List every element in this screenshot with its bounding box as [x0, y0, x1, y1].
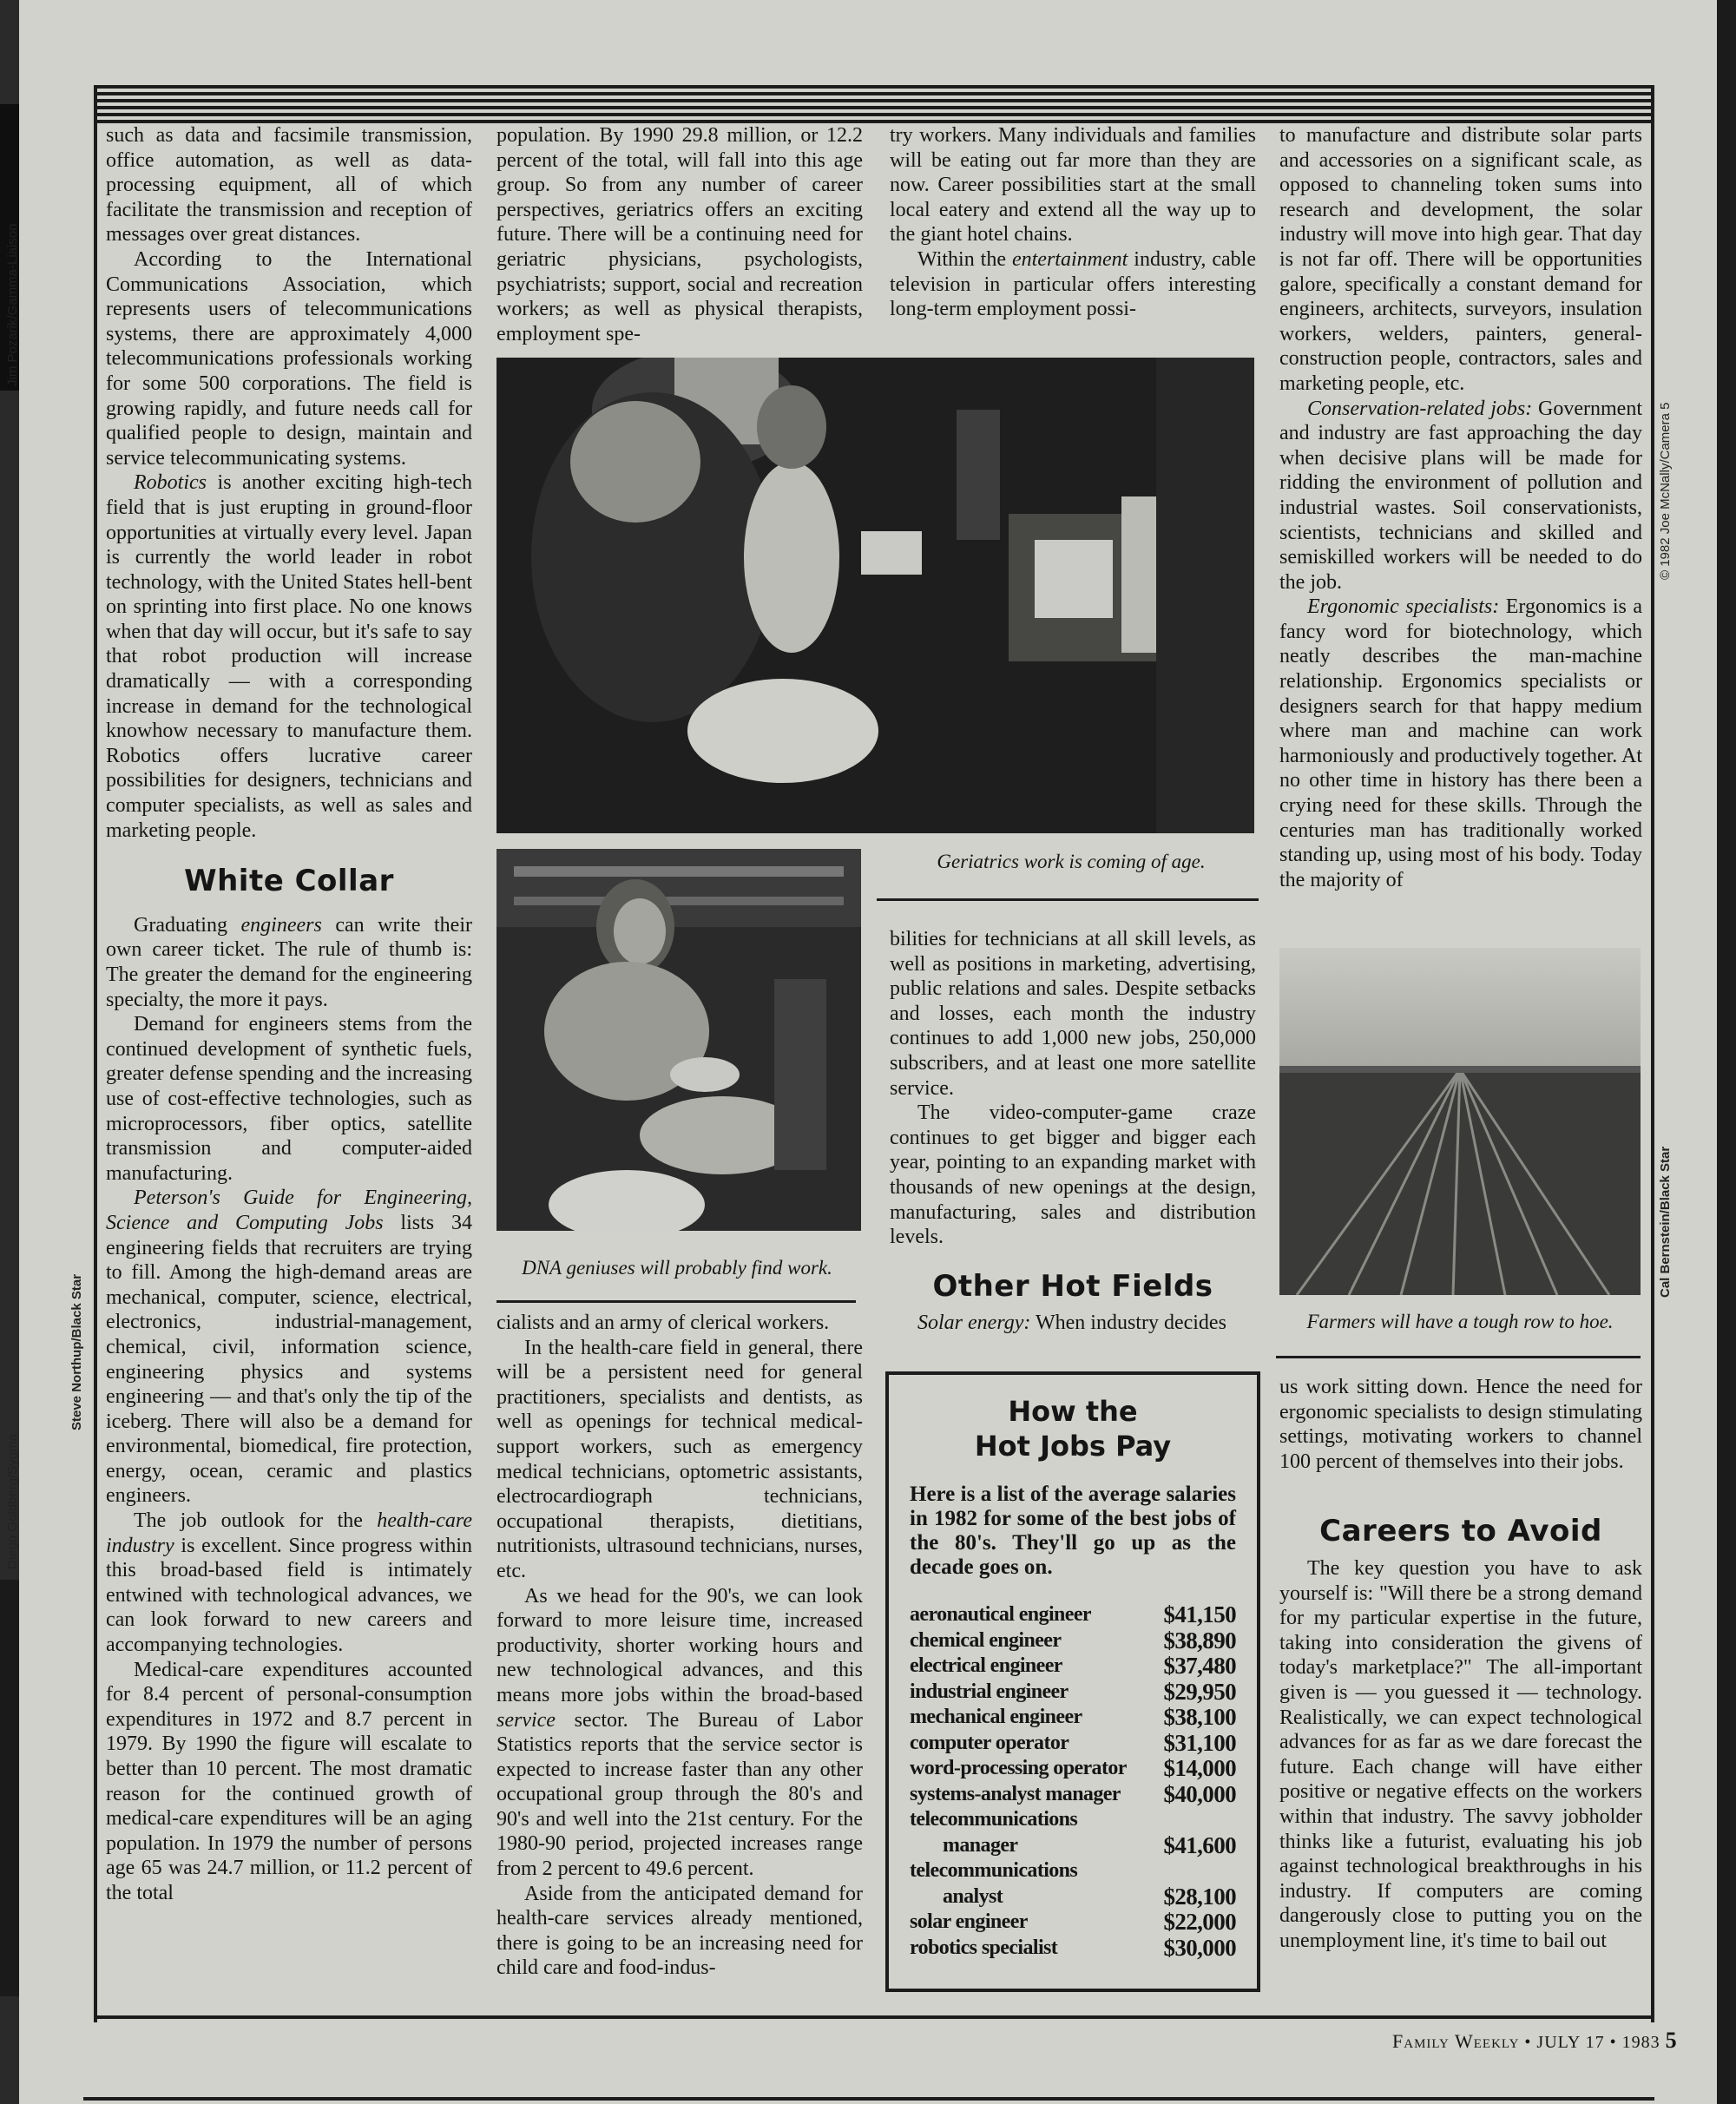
job-title: industrial engineer [910, 1680, 1069, 1703]
paragraph: In the health-care field in general, there will be a persistent need for general practitioners, specialists and dentists, as well as openings for technical medical-support workers, such as emergency medical technicians, optometric assistants, electrocardiograph technicians, occupational therapists, dietitians, nutritionists, ultrasound technicians, nurses, etc. [496, 1336, 863, 1582]
paragraph-text: When industry decides [1030, 1312, 1226, 1335]
paragraph-text: sector. The Bureau of Labor Statistics reports that the service sector is expected to increase faster than any other occupational group through the 80's and 90's and well into the 21st century. For the 1980-90 period, projected increases range from 2 percent to 49.6 percent. [496, 1708, 863, 1881]
photo-credit: Cal Bernstein/Black Star [1658, 1146, 1673, 1298]
farmers-photo-image [1279, 948, 1641, 1295]
section-heading-white-collar: White Collar [184, 864, 394, 899]
job-salary: $38,100 [1163, 1704, 1236, 1730]
emphasis: Robotics [134, 471, 207, 495]
salary-row [910, 1782, 1236, 1808]
paragraph: try workers. Many individuals and families will be eating out far more than they are now. Career possibilities start at the small local eatery and extend all the way up to the giant hotel chains. [890, 124, 1256, 247]
frame-rule [94, 2015, 1654, 2019]
divider-rule [1276, 1356, 1641, 1358]
job-title: telecommunications [910, 1859, 1078, 1882]
salary-sidebar-box [885, 1371, 1260, 1992]
job-title: solar engineer [910, 1910, 1028, 1933]
top-border-rules [94, 85, 1654, 123]
salary-row [910, 1910, 1236, 1936]
salary-rows [910, 1602, 1236, 1961]
job-title: mechanical engineer [910, 1706, 1082, 1728]
paragraph-text: is another exciting high-tech field that is just erupting in ground-floor opportunities at virtually every level. Japan is currently the world leader in robot technology, with the United States hell-bent on sprinting into first place. No one knows when that day will occur, but it's safe to say that robot production will increase dramatically — with a corresponding increase in demand for the technological knowhow necessary to manufacture them. Robotics offers lucrative career possibilities for designers, technicians and computer specialists, as well as sales and marketing people. [106, 471, 472, 842]
salary-row [910, 1858, 1236, 1884]
job-title: aeronautical engineer [910, 1603, 1091, 1626]
paragraph [496, 1584, 863, 1882]
paragraph: The video-computer-game craze continues to get bigger and bigger each year, pointing to an expanding market with thousands of new openings at the design, manufacturing, sales and distribution levels. [890, 1101, 1256, 1249]
salary-row [910, 1654, 1236, 1680]
salary-row [910, 1807, 1236, 1833]
paragraph: cialists and an army of clerical workers. [496, 1312, 830, 1334]
salary-row [910, 1936, 1236, 1962]
salary-row [910, 1602, 1236, 1628]
frame-rule [94, 85, 97, 2022]
paragraph: Aside from the anticipated demand for health-care services already mentioned, there is going to be an increasing need for child care and food-indus- [496, 1882, 863, 1980]
job-title: telecommunications [910, 1808, 1078, 1831]
paragraph-text: As we head for the 90's, we can look forward to more leisure time, increased productivity, shorter working hours and new technological advances, and this means more jobs within the broad-based [496, 1584, 863, 1706]
salary-row [910, 1628, 1236, 1654]
caption-geriatrics: Geriatrics work is coming of age. [937, 851, 1206, 872]
emphasis: entertainment [1011, 247, 1128, 271]
emphasis: Peterson's Guide for Engineering, Science and Computing Jobs [106, 1187, 472, 1234]
paragraph-text: Ergonomics is a fancy word for biotechnology, which neatly describes the man-machine relationship. Ergonomics specialists or designers search for that happy medium where man and machine can work harmoniously and productively together. At no other time in history has there been a crying need for these skills. Through the centuries man has traditionally worked standing up, using most of his body. Today the majority of [1279, 595, 1642, 891]
job-salary: $29,950 [1163, 1678, 1236, 1705]
paragraph-text: is excellent. Since progress within this broad-based field is intimately entwined with technological advances, we can look forward to new careers and accompanying technologies. [106, 1534, 472, 1657]
job-title: word-processing operator [910, 1757, 1127, 1779]
article-column-4-bottom [1279, 1375, 1642, 1953]
paragraph: Medical-care expenditures accounted for 8.4 percent of personal-consumption expenditures in 1972 and 8.7 percent in 1979. By 1990 the figure will escalate to better than 10 percent. The most dramatic reason for the continued growth of medical-care expenditures will be an aging population. In 1979 the number of persons age 65 was 24.7 million, or 11.2 percent of the total [106, 1658, 472, 1904]
paragraph [890, 247, 1256, 322]
emphasis: engineers [240, 913, 322, 937]
paragraph [106, 913, 472, 1012]
salary-row [910, 1833, 1236, 1859]
paragraph-text: lists 34 engineering fields that recruiters are trying to fill. Among the high-demand areas are mechanical, computer, science, electrical, electronics, industrial-management, chemical, civil, information science, engineering physics and systems engineering — and that's only the tip of the iceberg. There will also be a demand for environmental, biomedical, fire protection, energy, ocean, ceramic and plastics engineers. [106, 1211, 472, 1508]
paragraph: The key question you have to ask yourself is: "Will there be a strong demand for my particular expertise in the future, taking into consideration the givens of today's marketplace?" The all-important given is — you guessed it — technology. Realistically, we can expect technological advances for as far as we dare forecast the future. Each change will have either positive or negative effects on the workers within that industry. The savvy jobholder thinks like a futurist, evaluating his job against technological breakthroughs in his industry. If computers are coming dangerously close to putting you on the unemployment line, it's time to bail out [1279, 1556, 1642, 1952]
paragraph [1279, 595, 1642, 892]
emphasis: Ergonomic specialists: [1307, 595, 1500, 619]
job-salary: $41,600 [1163, 1831, 1236, 1858]
job-title: computer operator [910, 1731, 1069, 1754]
emphasis: service [496, 1708, 556, 1732]
paragraph-text: The job outlook for the [134, 1509, 378, 1533]
job-title: robotics specialist [910, 1936, 1058, 1959]
job-salary: $28,100 [1163, 1883, 1236, 1910]
salary-box-intro: Here is a list of the average salaries in 1982 for some of the best jobs of the 80's. They'll go up as the decade goes on. [910, 1483, 1236, 1579]
job-salary: $37,480 [1163, 1653, 1236, 1679]
salary-table [910, 1602, 1236, 1961]
divider-rule [496, 1300, 856, 1303]
footer-rule [83, 2097, 1654, 2101]
article-column-3-top [890, 123, 1256, 322]
paragraph: population. By 1990 29.8 million, or 12.2 percent of the total, will fall into this age group. So from any number of career perspectives, geriatrics offers an exciting future. There will be a continuing need for geriatric physicians, psychologists, psychiatrists; support, social and recreation workers; as well as physical therapists, employment spe- [496, 124, 863, 345]
photo-dna [496, 849, 861, 1231]
salary-row [910, 1680, 1236, 1706]
publication-name: Family Weekly [1392, 2030, 1520, 2052]
photo-farmers [1279, 948, 1641, 1295]
job-title: electrical engineer [910, 1654, 1062, 1677]
article-column-2-top [496, 123, 863, 346]
article-column-3-mid [890, 927, 1256, 1336]
paragraph: to manufacture and distribute solar parts and accessories on a significant scale, as opposed to channeling token sums into research and development, the solar industry will move into high gear. That day is not far off. There will be opportunities galore, specifically a constant demand for engineers, architects, surveyors, insulation workers, welders, painters, general-construction people, contractors, sales and marketing people, etc. [1279, 124, 1642, 395]
paragraph: us work sitting down. Hence the need for ergonomic specialists to design stimulating settings, motivating workers to channel 100 percent of themselves into their jobs. [1279, 1376, 1642, 1473]
paragraph [106, 1186, 472, 1509]
job-salary: $30,000 [1163, 1934, 1236, 1961]
article-column-1 [106, 123, 472, 1906]
geriatrics-photo-image [496, 358, 1254, 833]
dna-photo-image [496, 849, 861, 1231]
film-edge-right [1717, 0, 1736, 2104]
caption-farmers: Farmers will have a tough row to hoe. [1306, 1311, 1614, 1332]
paragraph [1279, 397, 1642, 595]
divider-rule [877, 898, 1259, 901]
photo-credit: Steve Northup/Black Star [69, 1273, 84, 1430]
paragraph [890, 1311, 1256, 1336]
photo-credit: © 1982 Joe McNally/Camera 5 [1658, 402, 1673, 580]
paragraph-text: Within the [917, 247, 1012, 271]
paragraph: bilities for technicians at all skill levels, as well as positions in marketing, advertising, public relations and sales. Despite setbacks and losses, each month the industry continues to add 1,000 new jobs, 250,000 subscribers, and at least one more satellite service. [890, 928, 1256, 1100]
paragraph-text: can write their own career ticket. The rule of thumb is: The greater the demand for the engineering specialty, the more it pays. [106, 913, 472, 1011]
job-title: chemical engineer [910, 1628, 1062, 1652]
paragraph-text: industry, cable television in particular offers interesting long-term employment possi- [890, 247, 1256, 321]
frame-rule [1651, 85, 1654, 2022]
emphasis: Conservation-related jobs: [1307, 397, 1533, 420]
caption-dna: DNA geniuses will probably find work. [522, 1257, 832, 1279]
emphasis: Solar energy: [917, 1312, 1031, 1335]
job-salary: $14,000 [1163, 1755, 1236, 1781]
photo-credit: Jim Pozarik/Gamma-Liaison [5, 223, 20, 386]
job-salary [1154, 1807, 1236, 1833]
job-salary: $40,000 [1163, 1780, 1236, 1807]
photo-credit: Diego Goldberg/Sygma [5, 1434, 20, 1569]
photo-geriatrics [496, 358, 1254, 833]
section-heading-other-hot-fields: Other Hot Fields [932, 1268, 1213, 1304]
paragraph-text: Government and industry are fast approaching the day when decisive plans will be made for ridding the environment of pollution and industrial wastes. Soil conservationists, scientists, technicians and skilled and semiskilled workers will be needed to do the job. [1279, 397, 1642, 594]
salary-row [910, 1884, 1236, 1910]
job-title: manager [943, 1833, 1018, 1857]
article-column-4-top [1279, 123, 1642, 892]
film-strip [0, 1580, 19, 1996]
job-salary: $31,100 [1163, 1729, 1236, 1756]
paragraph-text: Graduating [134, 913, 241, 937]
paragraph [106, 470, 472, 843]
emphasis: health-care industry [106, 1509, 472, 1557]
paragraph [106, 1509, 472, 1658]
salary-row [910, 1705, 1236, 1731]
salary-row [910, 1731, 1236, 1757]
job-title: analyst [943, 1884, 1003, 1908]
paragraph: such as data and facsimile transmission, office automation, as well as data-processing equipment, all of which facilitate the transmission and reception of messages over great distances. [106, 124, 472, 247]
salary-row [910, 1756, 1236, 1782]
article-column-2-bottom [496, 1311, 863, 1981]
issue-date: • JULY 17 • 1983 [1524, 2033, 1660, 2052]
paragraph: According to the International Communications Association, which represents users of telecommunications systems, there are approximately 4,000 telecommunications professionals working for some 500 corporations. The field is growing rapidly, and future needs call for qualified people to design, maintain and service telecommunicating systems. [106, 247, 472, 470]
job-salary: $41,150 [1163, 1601, 1236, 1627]
section-heading-careers-to-avoid: Careers to Avoid [1319, 1514, 1602, 1549]
job-salary [1154, 1858, 1236, 1884]
page-footer [1392, 2028, 1678, 2054]
paragraph: Demand for engineers stems from the continued development of synthetic fuels, greater defense spending and the increasing use of cost-effective technologies, such as microprocessors, fiber optics, satellite transmission and computer-aided manufacturing. [106, 1013, 472, 1185]
job-salary: $38,890 [1163, 1627, 1236, 1654]
job-salary: $22,000 [1163, 1909, 1236, 1935]
job-title: systems-analyst manager [910, 1782, 1121, 1805]
salary-box-title: How the Hot Jobs Pay [974, 1395, 1172, 1463]
page-number: 5 [1665, 2028, 1678, 2053]
